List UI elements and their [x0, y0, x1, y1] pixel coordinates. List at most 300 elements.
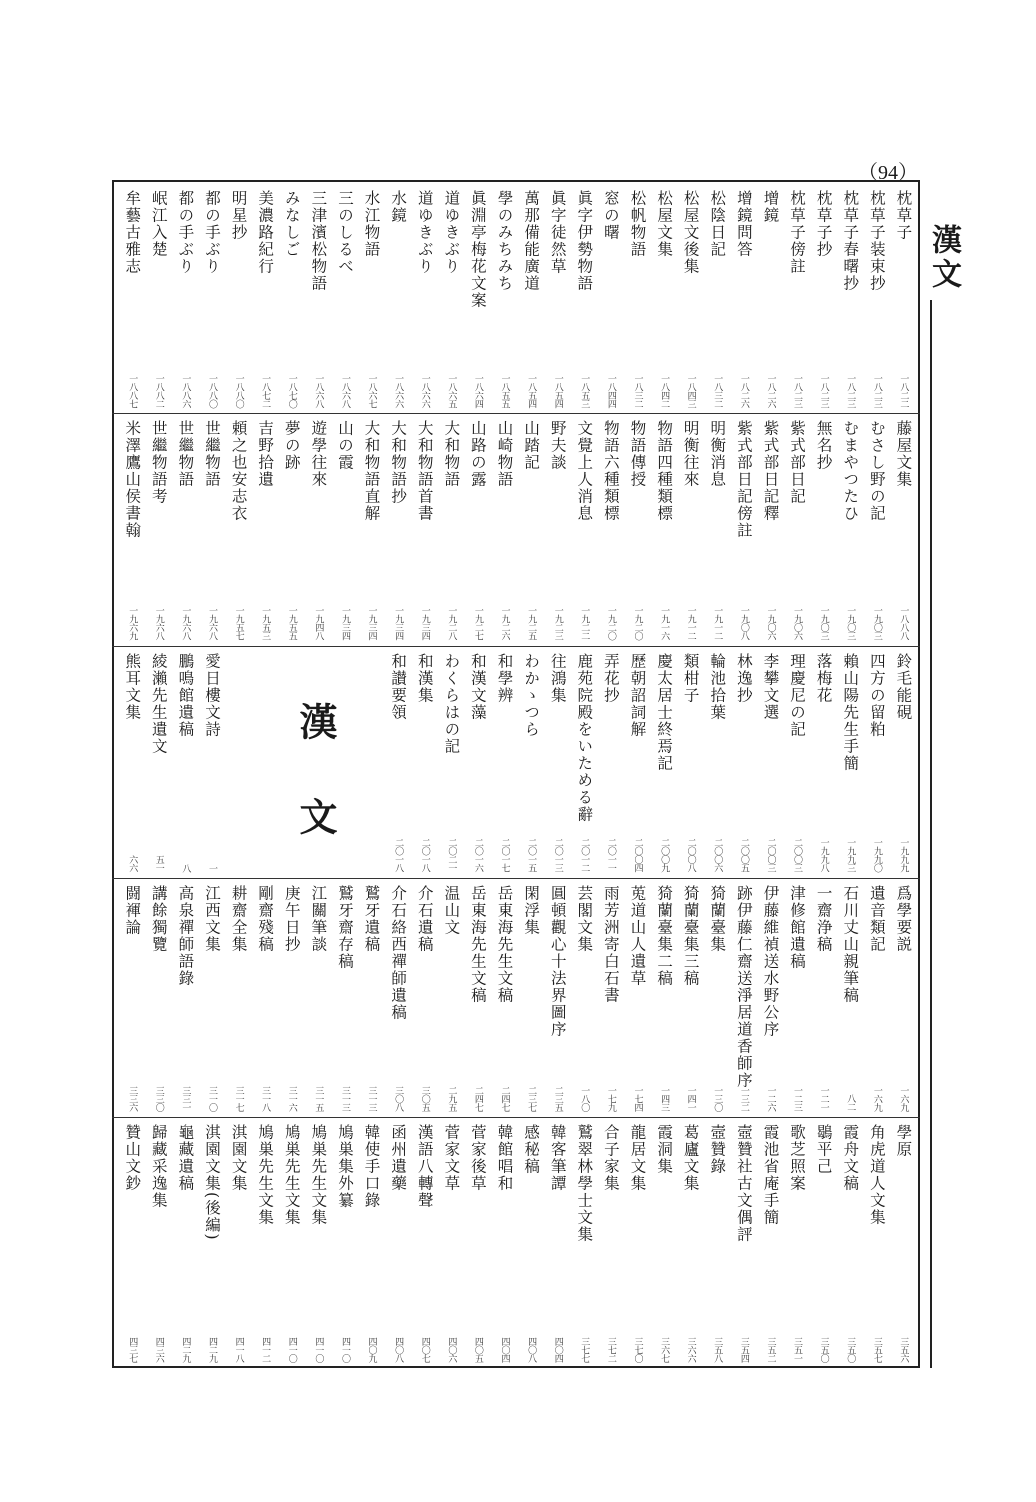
entry-title: 鷲牙遺稿 [362, 885, 381, 953]
index-entry [571, 881, 598, 1115]
entry-title: 慶太居士終焉記 [655, 653, 674, 772]
index-entry [704, 881, 731, 1115]
entry-page-number: 一八六八 [339, 374, 350, 408]
entry-title: 鷲翠林學士文集 [575, 1124, 594, 1243]
index-entry [811, 1120, 838, 1366]
index-entry [518, 881, 545, 1115]
entry-title: 眞字伊勢物語 [575, 190, 594, 292]
entry-page-number: 一九二三 [552, 606, 563, 640]
index-entry [864, 416, 891, 644]
entry-title: 岳東海先生文稿 [495, 885, 514, 1004]
entry-title: 米澤鷹山侯書翰 [123, 420, 142, 539]
index-entry [731, 186, 758, 412]
index-entry [731, 416, 758, 644]
index-entry [199, 1120, 226, 1366]
index-entry [252, 1120, 279, 1366]
entry-page-number: 一九二二 [579, 606, 590, 640]
index-entry [651, 416, 678, 644]
entry-title: 山の霞 [335, 420, 354, 471]
entry-title: 淇園文集(後編) [202, 1124, 221, 1242]
section-heading: 漢 文 [293, 702, 338, 858]
index-entry [890, 186, 917, 412]
index-entry [332, 186, 359, 412]
index-entry [332, 881, 359, 1115]
entry-title: 枕草子春曙抄 [841, 190, 860, 292]
band-divider [112, 413, 920, 414]
entry-page-number: 三三六 [127, 1085, 138, 1111]
entry-page-number: 一 [206, 863, 217, 872]
entry-title: 眞字徒然草 [548, 190, 567, 275]
entry-title: 霞洞集 [655, 1124, 674, 1175]
entry-title: 歌芝照案 [788, 1124, 807, 1192]
index-entry [571, 649, 598, 876]
entry-title: 菅家後草 [468, 1124, 487, 1192]
entry-page-number: 三一三 [366, 1085, 377, 1111]
entry-title: 芸閣文集 [575, 885, 594, 953]
index-entry [811, 416, 838, 644]
index-entry [465, 649, 492, 876]
entry-page-number: 一九〇三 [818, 606, 829, 640]
entry-title: 龜藏遺稿 [176, 1124, 195, 1192]
entry-title: 閑浮集 [522, 885, 541, 936]
entry-title: 遊學往來 [309, 420, 328, 488]
index-entry [385, 649, 412, 876]
entry-title: 林逸抄 [734, 653, 753, 704]
entry-page-number: 一八八二 [153, 374, 164, 408]
entry-page-number: 一九二〇 [632, 606, 643, 640]
index-entry [651, 649, 678, 876]
entry-page-number: 一八五五 [499, 374, 510, 408]
entry-page-number: 四三六 [153, 1336, 164, 1362]
entry-title: 遺音類記 [867, 885, 886, 953]
entry-page-number: 一九一六 [659, 606, 670, 640]
entry-title: 輪池拾葉 [708, 653, 727, 721]
entry-page-number: 二〇一六 [472, 838, 483, 872]
index-entry [252, 416, 279, 644]
entry-title: 道ゆきぶり [415, 190, 434, 275]
index-entry [119, 881, 146, 1115]
entry-title: 萬那備能廣道 [522, 190, 541, 292]
entry-page-number: 一九三四 [419, 606, 430, 640]
entry-page-number: 三三〇 [153, 1085, 164, 1111]
entry-page-number: 一八七〇 [286, 374, 297, 408]
entry-title: 大和物語 [442, 420, 461, 488]
entry-page-number: 三五二 [765, 1336, 776, 1362]
entry-page-number: 一八四三 [685, 374, 696, 408]
index-entry [279, 881, 306, 1115]
index-entry [146, 881, 173, 1115]
index-entry [864, 649, 891, 876]
entry-title: 鳩巣集外纂 [335, 1124, 354, 1209]
entry-title: 類柑子 [681, 653, 700, 704]
entry-page-number: 一九五七 [233, 606, 244, 640]
entry-page-number: 一八二六 [738, 374, 749, 408]
index-entry [890, 1120, 917, 1366]
entry-page-number: 五一 [153, 855, 164, 872]
entry-page-number: 一八二三 [792, 374, 803, 408]
entry-page-number: 三一〇 [206, 1085, 217, 1111]
entry-page-number: 三五六 [898, 1336, 909, 1362]
entry-title: 漢語八轉聲 [415, 1124, 434, 1209]
index-entry [172, 881, 199, 1115]
entry-page-number: 一九六八 [153, 606, 164, 640]
entry-title: 無名抄 [814, 420, 833, 471]
entry-title: 松帆物語 [628, 190, 647, 258]
entry-page-number: 一二一 [818, 1085, 829, 1111]
entry-page-number: 八 [180, 863, 191, 872]
index-entry [598, 416, 625, 644]
entry-page-number: 一四三 [659, 1085, 670, 1111]
index-entry [784, 186, 811, 412]
entry-title: 猗蘭臺集三稿 [681, 885, 700, 987]
index-entry [545, 186, 572, 412]
index-entry [545, 881, 572, 1115]
index-entry [545, 649, 572, 876]
entry-title: 窓の曙 [601, 190, 620, 241]
entry-title: 世繼物語 [176, 420, 195, 488]
entry-title: 感秘稿 [522, 1124, 541, 1175]
index-band-1 [115, 186, 917, 412]
index-entry [864, 1120, 891, 1366]
index-entry [571, 416, 598, 644]
entry-page-number: 一九二五 [526, 606, 537, 640]
index-entry [624, 186, 651, 412]
entry-page-number: 一九一二 [712, 606, 723, 640]
entry-page-number: 一八二二 [898, 374, 909, 408]
index-entry [359, 186, 386, 412]
entry-title: 一齋浄稿 [814, 885, 833, 953]
index-entry [492, 1120, 519, 1366]
entry-title: 合子家集 [601, 1124, 620, 1192]
entry-page-number: 一九〇三 [845, 606, 856, 640]
index-entry [651, 881, 678, 1115]
entry-title: 牟藝古雅志 [123, 190, 142, 275]
index-entry [412, 881, 439, 1115]
index-entry [146, 1120, 173, 1366]
entry-page-number: 三五七 [871, 1336, 882, 1362]
entry-title: 大和物語首書 [415, 420, 434, 522]
entry-page-number: 一八二三 [845, 374, 856, 408]
entry-page-number: 四一〇 [313, 1336, 324, 1362]
index-entry [279, 1120, 306, 1366]
entry-page-number: 四二九 [180, 1336, 191, 1362]
entry-page-number: 一八八六 [180, 374, 191, 408]
entry-title: 都の手ぶり [176, 190, 195, 275]
entry-page-number: 一八五四 [552, 374, 563, 408]
index-entry [731, 881, 758, 1115]
index-entry [492, 186, 519, 412]
entry-page-number: 一九〇六 [765, 606, 776, 640]
entry-title: 明衡消息 [708, 420, 727, 488]
index-entry [385, 1120, 412, 1366]
index-entry [226, 416, 253, 644]
page-number: （94） [858, 162, 918, 184]
entry-title: 大和物語抄 [389, 420, 408, 505]
entry-title: 歸藏采逸集 [149, 1124, 168, 1209]
index-entry [305, 416, 332, 644]
index-entry [545, 416, 572, 644]
entry-page-number: 一八八〇 [206, 374, 217, 408]
entry-title: 增鏡 [761, 190, 780, 224]
entry-title: 江西文集 [202, 885, 221, 953]
entry-page-number: 二四七 [499, 1085, 510, 1111]
entry-page-number: 二四七 [472, 1085, 483, 1111]
index-entry [146, 649, 173, 876]
entry-page-number: 一九六八 [206, 606, 217, 640]
entry-title: 枕草子装束抄 [867, 190, 886, 292]
index-entry [119, 649, 146, 876]
entry-title: 文覺上人消息 [575, 420, 594, 522]
entry-page-number: 一八八七 [127, 374, 138, 408]
entry-title: 江關筆談 [309, 885, 328, 953]
entry-page-number: 一九三四 [366, 606, 377, 640]
entry-page-number: 四〇四 [552, 1336, 563, 1362]
entry-title: 物語四種類標 [655, 420, 674, 522]
index-entry [172, 416, 199, 644]
entry-title: 韓館唱和 [495, 1124, 514, 1192]
entry-title: 明衡往來 [681, 420, 700, 488]
entry-page-number: 三一六 [286, 1085, 297, 1111]
index-entry [678, 416, 705, 644]
entry-page-number: 一七四 [632, 1085, 643, 1111]
entry-title: 鳩巣先生文集 [256, 1124, 275, 1226]
index-entry [757, 649, 784, 876]
entry-title: 贊山文鈔 [123, 1124, 142, 1192]
index-entry [811, 881, 838, 1115]
index-entry [704, 1120, 731, 1366]
index-entry [305, 881, 332, 1115]
entry-page-number: 二三五 [552, 1085, 563, 1111]
entry-title: 世繼物語 [202, 420, 221, 488]
index-entry [757, 1120, 784, 1366]
entry-page-number: 四二九 [206, 1336, 217, 1362]
entry-page-number: 一九二八 [446, 606, 457, 640]
entry-title: 韓客筆譚 [548, 1124, 567, 1192]
entry-title: 鶡平己 [814, 1124, 833, 1175]
index-entry [359, 1120, 386, 1366]
index-entry [412, 416, 439, 644]
index-entry [199, 649, 226, 876]
index-entry [226, 881, 253, 1115]
index-entry [172, 649, 199, 876]
index-entry [172, 186, 199, 412]
entry-title: 枕草子抄 [814, 190, 833, 258]
entry-title: 李攀文選 [761, 653, 780, 721]
index-entry [385, 881, 412, 1115]
entry-title: わくらはの記 [442, 653, 461, 755]
index-entry [624, 881, 651, 1115]
index-entry [784, 1120, 811, 1366]
entry-page-number: 一六九 [871, 1085, 882, 1111]
index-entry [412, 1120, 439, 1366]
entry-title: 鵬鳴館遺稿 [176, 653, 195, 738]
entry-title: 温山文 [442, 885, 461, 936]
entry-title: 美濃路紀行 [256, 190, 275, 275]
entry-title: 高泉禪師語錄 [176, 885, 195, 987]
index-band-5 [115, 1120, 917, 1366]
entry-page-number: 一八三二 [712, 374, 723, 408]
entry-page-number: 一九九三 [845, 838, 856, 872]
entry-page-number: 四〇八 [526, 1336, 537, 1362]
entry-page-number: 一二六 [765, 1085, 776, 1111]
index-entry [784, 649, 811, 876]
entry-title: 闘褌論 [123, 885, 142, 936]
entry-page-number: 一九〇六 [792, 606, 803, 640]
band-divider [112, 878, 920, 879]
entry-title: 和漢文藻 [468, 653, 487, 721]
index-entry [598, 881, 625, 1115]
entry-page-number: 一八二三 [818, 374, 829, 408]
index-entry [438, 1120, 465, 1366]
entry-page-number: 二〇〇六 [712, 838, 723, 872]
index-entry [385, 416, 412, 644]
entry-page-number: 一八六八 [313, 374, 324, 408]
entry-page-number: 二〇〇八 [685, 838, 696, 872]
entry-title: 學のみちみち [495, 190, 514, 292]
index-entry [359, 416, 386, 644]
entry-title: 鷲牙齋存稿 [335, 885, 354, 970]
entry-title: 庚午日抄 [282, 885, 301, 953]
entry-title: 耕齋全集 [229, 885, 248, 953]
index-entry [890, 649, 917, 876]
index-entry [704, 186, 731, 412]
entry-title: 三津濱松物語 [309, 190, 328, 292]
index-entry [465, 881, 492, 1115]
band-divider [112, 646, 920, 647]
index-entry [438, 881, 465, 1115]
entry-title: 霞池省庵手簡 [761, 1124, 780, 1226]
entry-title: 弄花抄 [601, 653, 620, 704]
entry-page-number: 一七九 [605, 1085, 616, 1111]
entry-title: 愛日樓文詩 [202, 653, 221, 738]
entry-title: 綾瀨先生遺文 [149, 653, 168, 755]
entry-title: 猗蘭臺集二稿 [655, 885, 674, 987]
entry-page-number: 一九三四 [339, 606, 350, 640]
entry-title: 落梅花 [814, 653, 833, 704]
entry-title: 山踏記 [522, 420, 541, 471]
index-entry [757, 881, 784, 1115]
entry-title: 鳩巣先生文集 [309, 1124, 328, 1226]
entry-title: 和學辨 [495, 653, 514, 704]
entry-page-number: 三五〇 [845, 1336, 856, 1362]
entry-page-number: 三七〇 [632, 1336, 643, 1362]
entry-title: 水江物語 [362, 190, 381, 258]
entry-title: 物語六種類標 [601, 420, 620, 522]
entry-title: 紫式部日記傍註 [734, 420, 753, 539]
index-entry [678, 881, 705, 1115]
index-entry [359, 881, 386, 1115]
entry-page-number: 四一〇 [339, 1336, 350, 1362]
entry-page-number: 一九四八 [313, 606, 324, 640]
entry-title: 道ゆきぶり [442, 190, 461, 275]
entry-page-number: 一三〇 [712, 1085, 723, 1111]
entry-page-number: 一八六六 [419, 374, 430, 408]
band-divider [112, 1117, 920, 1118]
entry-title: 紫式部日記 [788, 420, 807, 505]
index-entry [332, 1120, 359, 1366]
index-entry [784, 416, 811, 644]
entry-page-number: 一八二三 [871, 374, 882, 408]
entry-title: 世繼物語考 [149, 420, 168, 505]
index-band-4 [115, 881, 917, 1115]
index-entry [332, 416, 359, 644]
entry-title: 野夫談 [548, 420, 567, 471]
entry-page-number: 二〇〇九 [659, 838, 670, 872]
entry-page-number: 一九六九 [127, 606, 138, 640]
entry-title: 猗蘭臺集 [708, 885, 727, 953]
index-band-3 [115, 649, 917, 876]
entry-page-number: 一八四二 [659, 374, 670, 408]
index-entry [119, 1120, 146, 1366]
index-entry [492, 881, 519, 1115]
index-entry [385, 186, 412, 412]
index-entry [624, 649, 651, 876]
entry-page-number: 二〇一三 [552, 838, 563, 872]
entry-title: 水鏡 [389, 190, 408, 224]
entry-title: 學原 [894, 1124, 913, 1158]
entry-page-number: 六六 [127, 855, 138, 872]
index-entry [811, 186, 838, 412]
entry-page-number: 二〇〇五 [738, 838, 749, 872]
entry-page-number: 一八六六 [393, 374, 404, 408]
index-entry [571, 1120, 598, 1366]
entry-page-number: 三七七 [579, 1336, 590, 1362]
index-entry [545, 1120, 572, 1366]
index-entry [226, 649, 253, 876]
index-entry [305, 1120, 332, 1366]
entry-page-number: 一四一 [685, 1085, 696, 1111]
entry-page-number: 二〇〇四 [632, 838, 643, 872]
entry-title: 霞舟文稿 [841, 1124, 860, 1192]
entry-page-number: 一九二六 [499, 606, 510, 640]
entry-page-number: 一二三 [792, 1085, 803, 1111]
entry-title: 理慶尼の記 [788, 653, 807, 738]
entry-page-number: 一九九〇 [871, 838, 882, 872]
entry-title: 岷江入楚 [149, 190, 168, 258]
entry-title: 韓使手口錄 [362, 1124, 381, 1209]
entry-title: 四方の留粕 [867, 653, 886, 738]
index-entry [226, 1120, 253, 1366]
entry-page-number: 四〇五 [472, 1336, 483, 1362]
entry-title: 吉野拾遺 [256, 420, 275, 488]
entry-title: 藤屋文集 [894, 420, 913, 488]
entry-title: 剛齋殘稿 [256, 885, 275, 953]
index-entry [412, 649, 439, 876]
entry-title: 紫式部日記釋 [761, 420, 780, 522]
entry-page-number: 一八二六 [765, 374, 776, 408]
entry-page-number: 二〇一二 [579, 838, 590, 872]
entry-page-number: 二〇〇三 [792, 838, 803, 872]
entry-page-number: 三一八 [260, 1085, 271, 1111]
entry-title: 和讃要領 [389, 653, 408, 721]
entry-page-number: 二〇一八 [393, 838, 404, 872]
entry-page-number: 一八八八 [898, 606, 909, 640]
index-entry [412, 186, 439, 412]
entry-page-number: 一八八〇 [233, 374, 244, 408]
entry-page-number: 三一五 [313, 1085, 324, 1111]
entry-title: 眞淵亭梅花文案 [468, 190, 487, 309]
index-entry [811, 649, 838, 876]
index-entry [837, 881, 864, 1115]
index-entry [757, 186, 784, 412]
entry-page-number: 一八〇 [579, 1085, 590, 1111]
entry-page-number: 一八七二 [260, 374, 271, 408]
entry-page-number: 一九九八 [818, 838, 829, 872]
index-entry [678, 1120, 705, 1366]
index-entry [651, 1120, 678, 1366]
entry-page-number: 二〇二一 [446, 838, 457, 872]
index-entry [837, 1120, 864, 1366]
